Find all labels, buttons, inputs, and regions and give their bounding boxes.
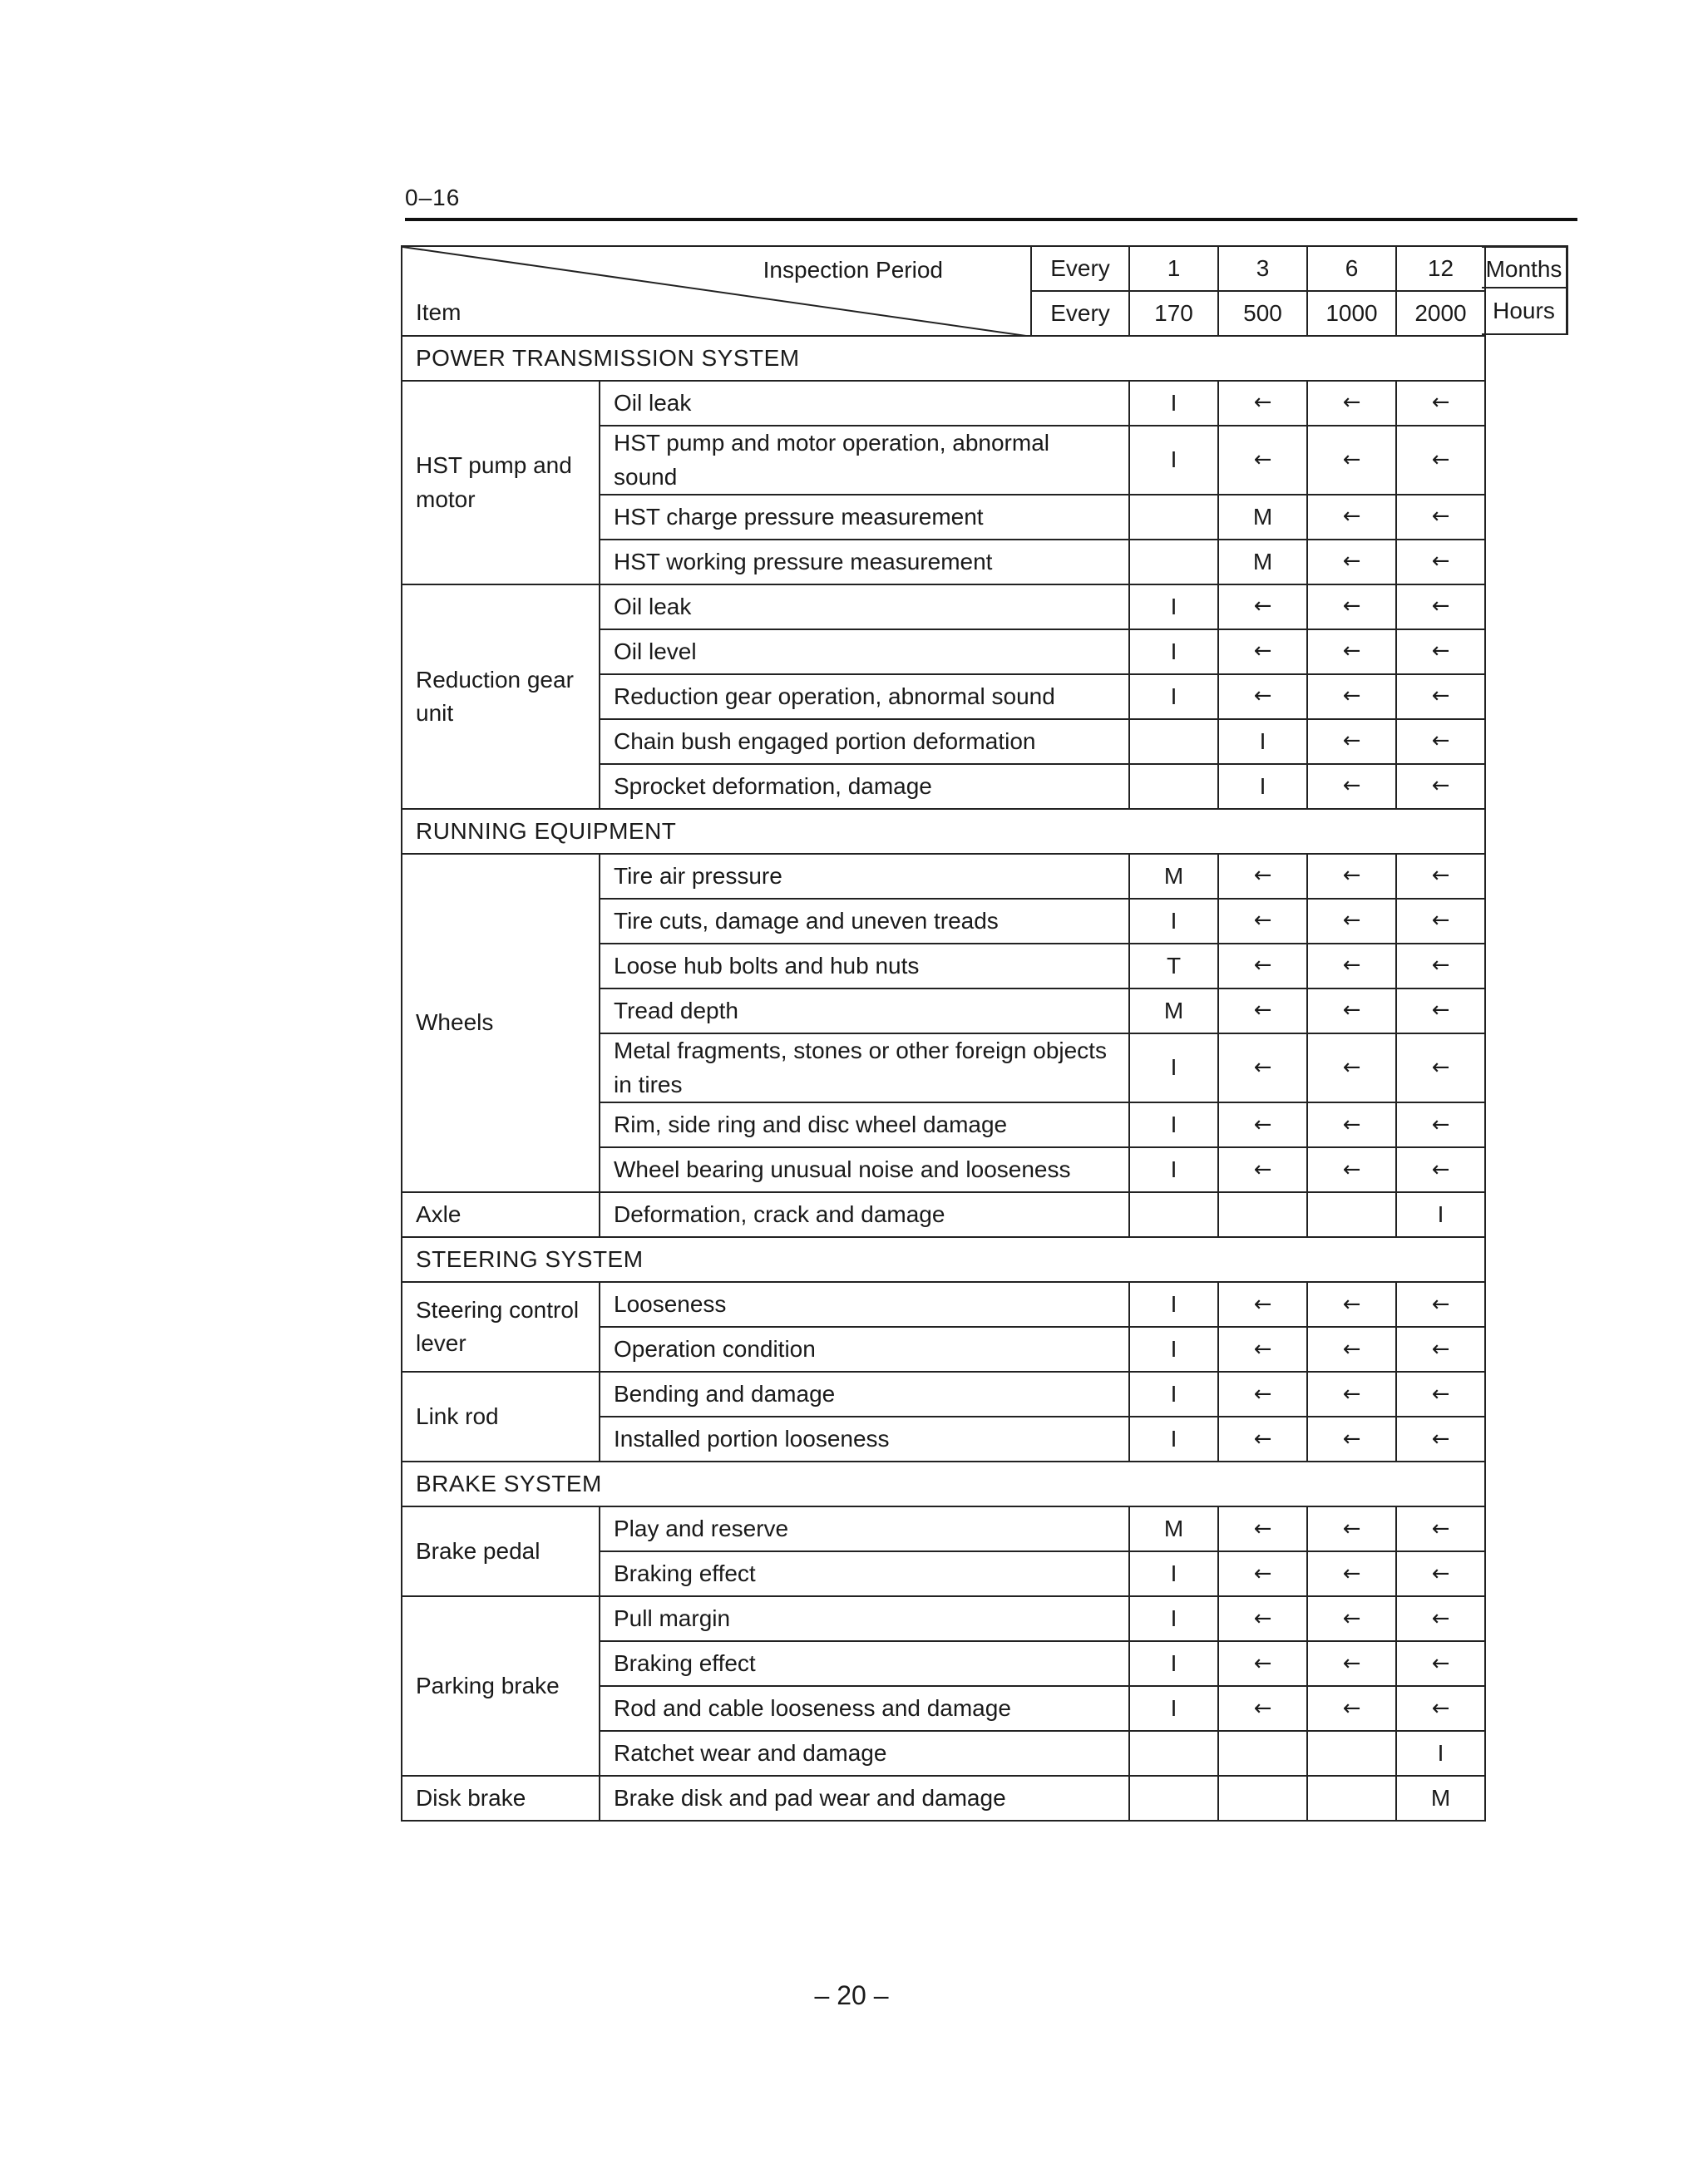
component-name: Disk brake <box>402 1776 600 1821</box>
table-row <box>402 1282 1485 1327</box>
interval-mark <box>1307 1731 1396 1776</box>
interval-mark: I <box>1129 674 1218 719</box>
period-hours: 2000 <box>1396 291 1485 336</box>
section-title: STEERING SYSTEM <box>402 1237 1485 1282</box>
continue-arrow-icon: ← <box>1218 988 1307 1033</box>
component-name: Brake pedal <box>402 1506 600 1596</box>
continue-arrow-icon: ← <box>1218 1551 1307 1596</box>
continue-arrow-icon: ← <box>1396 1282 1485 1327</box>
continue-arrow-icon: ← <box>1218 944 1307 988</box>
table-row <box>402 1776 1485 1821</box>
interval-mark: I <box>1129 1282 1218 1327</box>
period-month: 3 <box>1218 246 1307 291</box>
component-name: Wheels <box>402 854 600 1192</box>
interval-mark: I <box>1129 1551 1218 1596</box>
continue-arrow-icon: ← <box>1396 944 1485 988</box>
inspection-item: HST charge pressure measurement <box>600 495 1129 540</box>
component-name: HST pump and motor <box>402 381 600 584</box>
inspection-item: Oil level <box>600 629 1129 674</box>
interval-mark: I <box>1129 1372 1218 1417</box>
inspection-item: Wheel bearing unusual noise and looseness <box>600 1147 1129 1192</box>
continue-arrow-icon: ← <box>1396 899 1485 944</box>
continue-arrow-icon: ← <box>1307 988 1396 1033</box>
continue-arrow-icon: ← <box>1307 899 1396 944</box>
continue-arrow-icon: ← <box>1396 540 1485 584</box>
table-row <box>402 854 1485 899</box>
continue-arrow-icon: ← <box>1307 1686 1396 1731</box>
continue-arrow-icon: ← <box>1396 1686 1485 1731</box>
continue-arrow-icon: ← <box>1218 381 1307 426</box>
inspection-item: Bending and damage <box>600 1372 1129 1417</box>
component-name: Steering control lever <box>402 1282 600 1372</box>
section-title: RUNNING EQUIPMENT <box>402 809 1485 854</box>
inspection-item: Metal fragments, stones or other foreign objects in tires <box>600 1033 1129 1102</box>
table-row <box>402 1596 1485 1641</box>
inspection-item: Play and reserve <box>600 1506 1129 1551</box>
every-hours-label: Every <box>1031 291 1129 336</box>
continue-arrow-icon: ← <box>1218 899 1307 944</box>
continue-arrow-icon: ← <box>1396 584 1485 629</box>
every-months-label: Every <box>1031 246 1129 291</box>
interval-mark <box>1218 1776 1307 1821</box>
continue-arrow-icon: ← <box>1396 1102 1485 1147</box>
continue-arrow-icon: ← <box>1307 1327 1396 1372</box>
interval-mark: I <box>1129 899 1218 944</box>
continue-arrow-icon: ← <box>1218 584 1307 629</box>
continue-arrow-icon: ← <box>1307 1641 1396 1686</box>
continue-arrow-icon: ← <box>1307 1506 1396 1551</box>
continue-arrow-icon: ← <box>1396 988 1485 1033</box>
continue-arrow-icon: ← <box>1218 426 1307 495</box>
continue-arrow-icon: ← <box>1307 719 1396 764</box>
continue-arrow-icon: ← <box>1307 540 1396 584</box>
continue-arrow-icon: ← <box>1396 1506 1485 1551</box>
interval-mark <box>1218 1192 1307 1237</box>
inspection-item: HST working pressure measurement <box>600 540 1129 584</box>
continue-arrow-icon: ← <box>1307 764 1396 809</box>
continue-arrow-icon: ← <box>1307 1147 1396 1192</box>
continue-arrow-icon: ← <box>1396 854 1485 899</box>
interval-mark: I <box>1129 426 1218 495</box>
section-header-row <box>402 809 1485 854</box>
page-number: – 20 – <box>814 1980 889 2010</box>
continue-arrow-icon: ← <box>1218 1686 1307 1731</box>
interval-mark: I <box>1129 1417 1218 1462</box>
interval-mark: I <box>1129 584 1218 629</box>
component-name: Reduction gear unit <box>402 584 600 809</box>
interval-mark <box>1129 1776 1218 1821</box>
continue-arrow-icon: ← <box>1396 381 1485 426</box>
continue-arrow-icon: ← <box>1218 1596 1307 1641</box>
continue-arrow-icon: ← <box>1396 1551 1485 1596</box>
interval-mark <box>1129 495 1218 540</box>
continue-arrow-icon: ← <box>1218 674 1307 719</box>
interval-mark: M <box>1218 540 1307 584</box>
item-label: Item <box>416 299 462 326</box>
continue-arrow-icon: ← <box>1307 495 1396 540</box>
continue-arrow-icon: ← <box>1396 674 1485 719</box>
inspection-item: Rod and cable looseness and damage <box>600 1686 1129 1731</box>
continue-arrow-icon: ← <box>1218 1417 1307 1462</box>
continue-arrow-icon: ← <box>1218 1372 1307 1417</box>
continue-arrow-icon: ← <box>1307 1033 1396 1102</box>
inspection-item: Rim, side ring and disc wheel damage <box>600 1102 1129 1147</box>
component-name: Link rod <box>402 1372 600 1462</box>
continue-arrow-icon: ← <box>1307 381 1396 426</box>
period-month: 12 <box>1396 246 1485 291</box>
hours-unit-label: Hours <box>1482 288 1568 335</box>
period-hours: 500 <box>1218 291 1307 336</box>
interval-mark <box>1129 719 1218 764</box>
section-number: 0–16 <box>405 185 461 210</box>
period-hours: 170 <box>1129 291 1218 336</box>
continue-arrow-icon: ← <box>1307 584 1396 629</box>
continue-arrow-icon: ← <box>1396 1327 1485 1372</box>
inspection-item: Braking effect <box>600 1641 1129 1686</box>
continue-arrow-icon: ← <box>1218 1641 1307 1686</box>
section-header-row <box>402 1462 1485 1506</box>
table-row <box>402 1372 1485 1417</box>
continue-arrow-icon: ← <box>1307 1102 1396 1147</box>
section-title: POWER TRANSMISSION SYSTEM <box>402 336 1485 381</box>
interval-mark: I <box>1129 1033 1218 1102</box>
header-row-months <box>402 246 1485 291</box>
continue-arrow-icon: ← <box>1307 426 1396 495</box>
inspection-item: Deformation, crack and damage <box>600 1192 1129 1237</box>
interval-mark: I <box>1129 1327 1218 1372</box>
inspection-item: Ratchet wear and damage <box>600 1731 1129 1776</box>
continue-arrow-icon: ← <box>1218 1327 1307 1372</box>
continue-arrow-icon: ← <box>1307 1417 1396 1462</box>
inspection-item: Oil leak <box>600 381 1129 426</box>
inspection-item: HST pump and motor operation, abnormal sound <box>600 426 1129 495</box>
inspection-item: Tire cuts, damage and uneven treads <box>600 899 1129 944</box>
inspection-item: Oil leak <box>600 584 1129 629</box>
continue-arrow-icon: ← <box>1396 1641 1485 1686</box>
inspection-item: Operation condition <box>600 1327 1129 1372</box>
component-name: Axle <box>402 1192 600 1237</box>
continue-arrow-icon: ← <box>1396 719 1485 764</box>
section-header-row <box>402 336 1485 381</box>
interval-mark: I <box>1129 1102 1218 1147</box>
continue-arrow-icon: ← <box>1218 1102 1307 1147</box>
table-row <box>402 1192 1485 1237</box>
interval-mark: I <box>1129 381 1218 426</box>
continue-arrow-icon: ← <box>1307 1282 1396 1327</box>
component-name: Parking brake <box>402 1596 600 1776</box>
continue-arrow-icon: ← <box>1396 1596 1485 1641</box>
interval-mark <box>1129 540 1218 584</box>
continue-arrow-icon: ← <box>1307 1372 1396 1417</box>
interval-mark: I <box>1129 1686 1218 1731</box>
interval-mark <box>1218 1731 1307 1776</box>
continue-arrow-icon: ← <box>1307 1551 1396 1596</box>
inspection-item: Reduction gear operation, abnormal sound <box>600 674 1129 719</box>
interval-mark <box>1307 1192 1396 1237</box>
interval-mark: I <box>1129 1596 1218 1641</box>
inspection-schedule-table <box>401 245 1486 1822</box>
inspection-item: Looseness <box>600 1282 1129 1327</box>
interval-mark: T <box>1129 944 1218 988</box>
months-unit-label: Months <box>1482 245 1568 288</box>
table-row <box>402 381 1485 426</box>
continue-arrow-icon: ← <box>1396 1033 1485 1102</box>
interval-mark: M <box>1129 988 1218 1033</box>
inspection-item: Chain bush engaged portion deformation <box>600 719 1129 764</box>
continue-arrow-icon: ← <box>1396 426 1485 495</box>
continue-arrow-icon: ← <box>1218 1506 1307 1551</box>
interval-mark: I <box>1129 1641 1218 1686</box>
continue-arrow-icon: ← <box>1396 1147 1485 1192</box>
continue-arrow-icon: ← <box>1218 1033 1307 1102</box>
inspection-item: Tire air pressure <box>600 854 1129 899</box>
period-month: 6 <box>1307 246 1396 291</box>
continue-arrow-icon: ← <box>1218 629 1307 674</box>
period-month: 1 <box>1129 246 1218 291</box>
continue-arrow-icon: ← <box>1307 1596 1396 1641</box>
inspection-item: Braking effect <box>600 1551 1129 1596</box>
interval-mark: I <box>1129 629 1218 674</box>
inspection-item: Sprocket deformation, damage <box>600 764 1129 809</box>
interval-mark <box>1129 1192 1218 1237</box>
table-row <box>402 584 1485 629</box>
continue-arrow-icon: ← <box>1218 1147 1307 1192</box>
continue-arrow-icon: ← <box>1396 764 1485 809</box>
continue-arrow-icon: ← <box>1307 944 1396 988</box>
interval-mark <box>1129 1731 1218 1776</box>
continue-arrow-icon: ← <box>1396 1417 1485 1462</box>
header-rule <box>405 218 1577 221</box>
inspection-item: Loose hub bolts and hub nuts <box>600 944 1129 988</box>
section-title: BRAKE SYSTEM <box>402 1462 1485 1506</box>
continue-arrow-icon: ← <box>1396 495 1485 540</box>
continue-arrow-icon: ← <box>1307 629 1396 674</box>
continue-arrow-icon: ← <box>1307 674 1396 719</box>
interval-mark <box>1307 1776 1396 1821</box>
continue-arrow-icon: ← <box>1396 629 1485 674</box>
interval-mark: M <box>1129 1506 1218 1551</box>
inspection-item: Installed portion looseness <box>600 1417 1129 1462</box>
inspection-period-label: Inspection Period <box>763 257 943 283</box>
section-header-row <box>402 1237 1485 1282</box>
interval-mark: M <box>1396 1776 1485 1821</box>
header-diagonal-cell <box>402 246 1031 336</box>
continue-arrow-icon: ← <box>1218 1282 1307 1327</box>
interval-mark: I <box>1218 719 1307 764</box>
interval-mark: I <box>1396 1192 1485 1237</box>
interval-mark: M <box>1218 495 1307 540</box>
continue-arrow-icon: ← <box>1396 1372 1485 1417</box>
inspection-item: Pull margin <box>600 1596 1129 1641</box>
inspection-item: Tread depth <box>600 988 1129 1033</box>
continue-arrow-icon: ← <box>1307 854 1396 899</box>
interval-mark: I <box>1129 1147 1218 1192</box>
interval-mark: I <box>1218 764 1307 809</box>
interval-mark <box>1129 764 1218 809</box>
interval-mark: M <box>1129 854 1218 899</box>
continue-arrow-icon: ← <box>1218 854 1307 899</box>
inspection-item: Brake disk and pad wear and damage <box>600 1776 1129 1821</box>
period-hours: 1000 <box>1307 291 1396 336</box>
interval-mark: I <box>1396 1731 1485 1776</box>
table-row <box>402 1506 1485 1551</box>
